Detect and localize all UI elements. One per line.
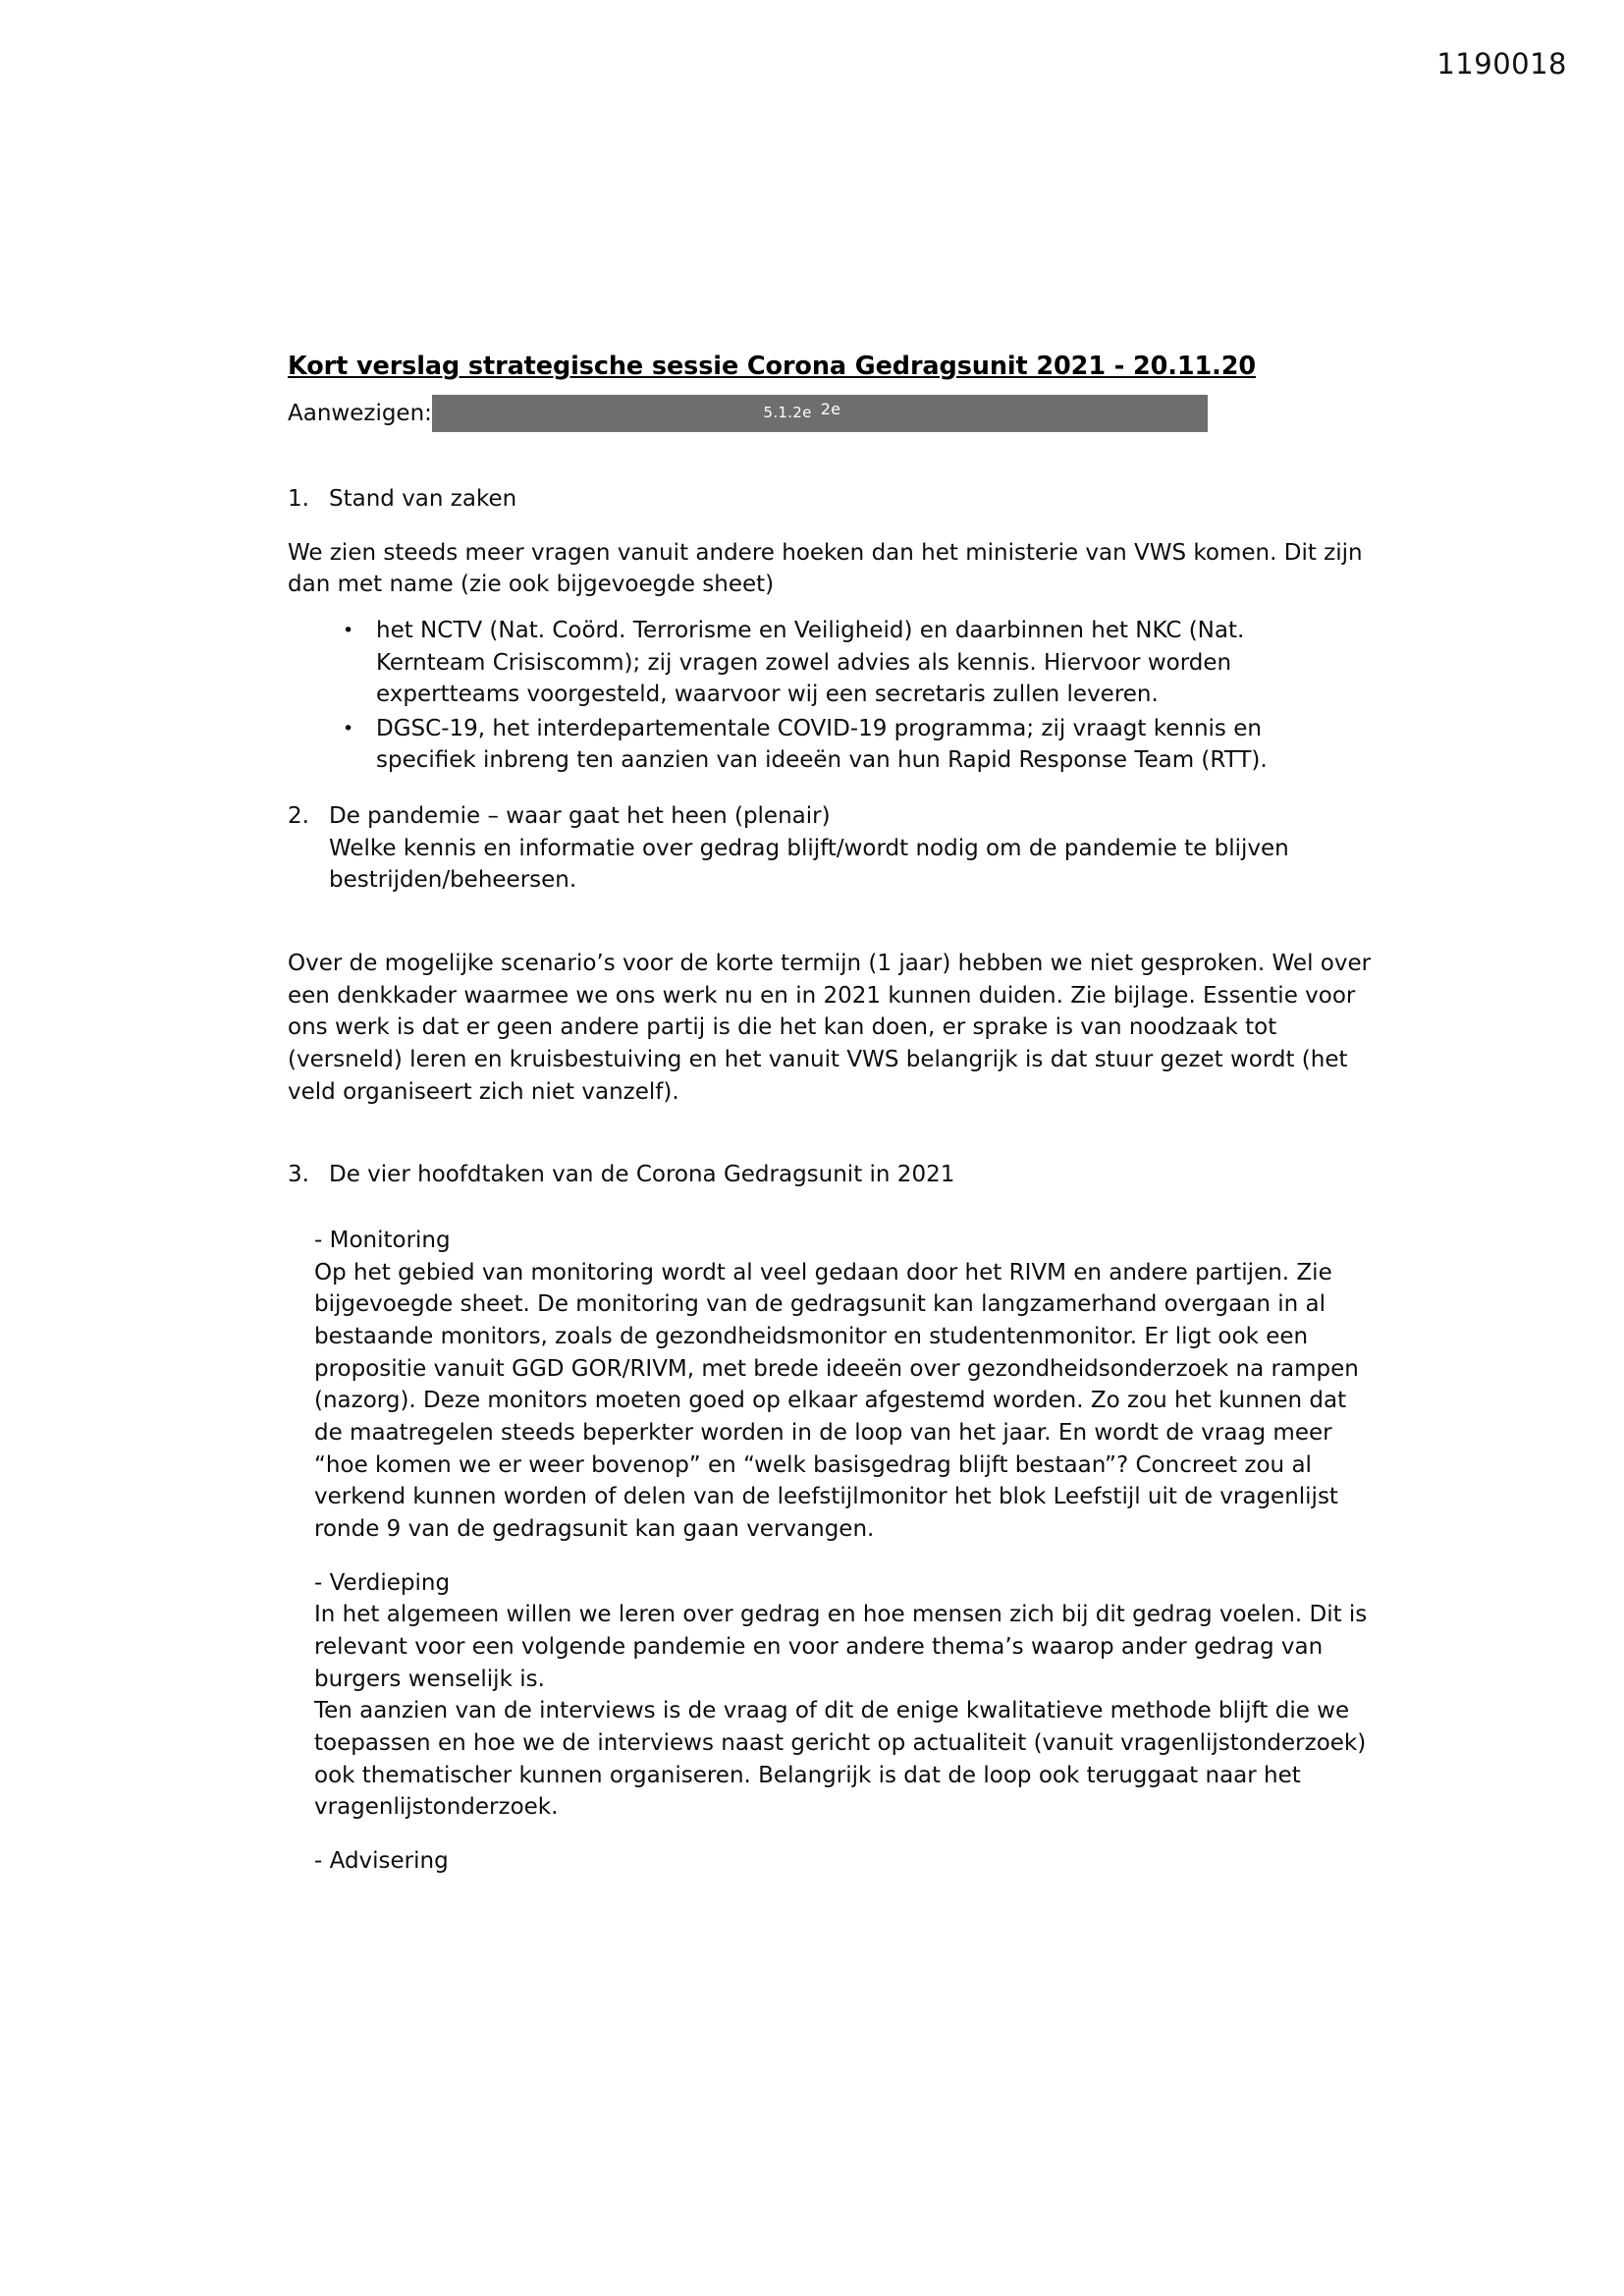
subsection-verdieping-heading: - Verdieping (314, 1569, 451, 1596)
document-body (288, 352, 1373, 1878)
section-2-number: 2. (288, 803, 309, 830)
subsection-verdieping-body: In het algemeen willen we leren over gedrag en hoe mensen zich bij dit gedrag voelen. Dit is relevant voor een volgende pandemie en voor andere thema’s waarop ander gedrag van burgers wenselijk is. (314, 1602, 1368, 1692)
spacer (288, 1824, 1373, 1845)
list-item (288, 615, 1373, 711)
section-1-paragraph: We zien steeds meer vragen vanuit andere hoeken dan het ministerie van VWS komen. Dit zijn dan met name (zie ook bijgevoegde sheet) (288, 539, 1363, 598)
subsection-monitoring-heading: - Monitoring (314, 1228, 451, 1254)
subsection-advisering-heading: - Advisering (314, 1847, 449, 1874)
bullet-dot-icon: • (343, 717, 354, 739)
section-1-bullet-list (288, 615, 1373, 777)
document-stamp-number: 1190018 (1436, 47, 1567, 81)
redaction-code-primary: 5.1.2e (763, 404, 812, 422)
section-2-paragraph: Over de mogelijke scenario’s voor de korte termijn (1 jaar) hebben we niet gesproken. Wel over een denkkader waarmee we ons werk nu en in 2021 kunnen duiden. Zie bijlage. Essentie voor ons werk is dat er geen andere partij is die het kan doen, er sprake is van noodzaak tot (versneld) leren en kruisbestuiving en het vanuit VWS belangrijk is dat stuur gezet wordt (het veld organiseert zich niet vanzelf). (288, 951, 1372, 1105)
subsection-monitoring (314, 1225, 1370, 1546)
subsection-advisering (314, 1845, 1370, 1878)
section-3-title: De vier hoofdtaken van de Corona Gedragsunit in 2021 (329, 1162, 955, 1188)
list-item (288, 713, 1373, 777)
redaction-bar (432, 395, 1208, 432)
section-3-heading (288, 1159, 1373, 1191)
list-item-text: DGSC-19, het interdepartementale COVID-19 programma; zij vraagt kennis en specifiek inbreng ten aanzien van ideeën van hun Rapid Response Team (RTT). (376, 715, 1268, 774)
section-2-body (329, 800, 1373, 897)
subsection-verdieping-body-2: Ten aanzien van de interviews is de vraag of dit de enige kwalitatieve methode blijft die we toepassen en hoe we de interviews naast gericht op actualiteit (vanuit vragenlijstonderzoek) ook thematischer kunnen organiseren. Belangrijk is dat de loop ook teruggaat naar het vragenlijstonderzoek. (314, 1698, 1367, 1821)
redaction-codes (763, 400, 841, 422)
section-1-title: Stand van zaken (329, 485, 517, 512)
section-2-title: De pandemie – waar gaat het heen (plenair) (329, 803, 831, 830)
spacer (288, 432, 1373, 483)
section-1-heading (288, 483, 1373, 516)
list-item-text: het NCTV (Nat. Coörd. Terrorisme en Veiligheid) en daarbinnen het NKC (Nat. Kernteam Crisiscomm); zij vragen zowel advies als kennis. Hiervoor worden expertteams voorgesteld, waarvoor wij een secretaris zullen leveren. (376, 617, 1245, 708)
redaction-code-secondary: 2e (820, 400, 841, 419)
attendees-row (288, 395, 1373, 432)
spacer (288, 779, 1373, 800)
section-3-number: 3. (288, 1162, 309, 1188)
page-title: Kort verslag strategische sessie Corona Gedragsunit 2021 - 20.11.20 (288, 352, 1257, 381)
subsection-verdieping (314, 1567, 1370, 1824)
subsection-monitoring-body: Op het gebied van monitoring wordt al veel gedaan door het RIVM en andere partijen. Zie bijgevoegde sheet. De monitoring van de gedragsunit kan langzamerhand overgaan in al bestaande monitors, zoals de gezondheidsmonitor en studentenmonitor. Er ligt ook een propositie vanuit GGD GOR/RIVM, met brede ideeën over gezondheidsonderzoek na rampen (nazorg). Deze monitors moeten goed op elkaar afgestemd worden. Zo zou het kunnen dat de maatregelen steeds beperkter worden in de loop van het jaar. En wordt de vraag meer “hoe komen we er weer bovenop” en “welk basisgedrag blijft bestaan”? Concreet zou al verkend kunnen worden of delen van de leefstijlmonitor het blok Leefstijl uit de vragenlijst ronde 9 van de gedragsunit kan gaan vervangen. (314, 1259, 1359, 1542)
spacer (288, 897, 1373, 948)
spacer (288, 1108, 1373, 1159)
spacer (288, 516, 1373, 537)
section-2-subtitle: Welke kennis en informatie over gedrag blijft/wordt nodig om de pandemie te blijven bestrijden/beheersen. (329, 835, 1289, 894)
spacer (288, 1191, 1373, 1225)
section-1-number: 1. (288, 485, 309, 512)
section-2-heading (288, 800, 1373, 897)
attendees-label: Aanwezigen: (288, 400, 432, 426)
spacer (288, 1546, 1373, 1567)
bullet-dot-icon: • (343, 619, 354, 641)
